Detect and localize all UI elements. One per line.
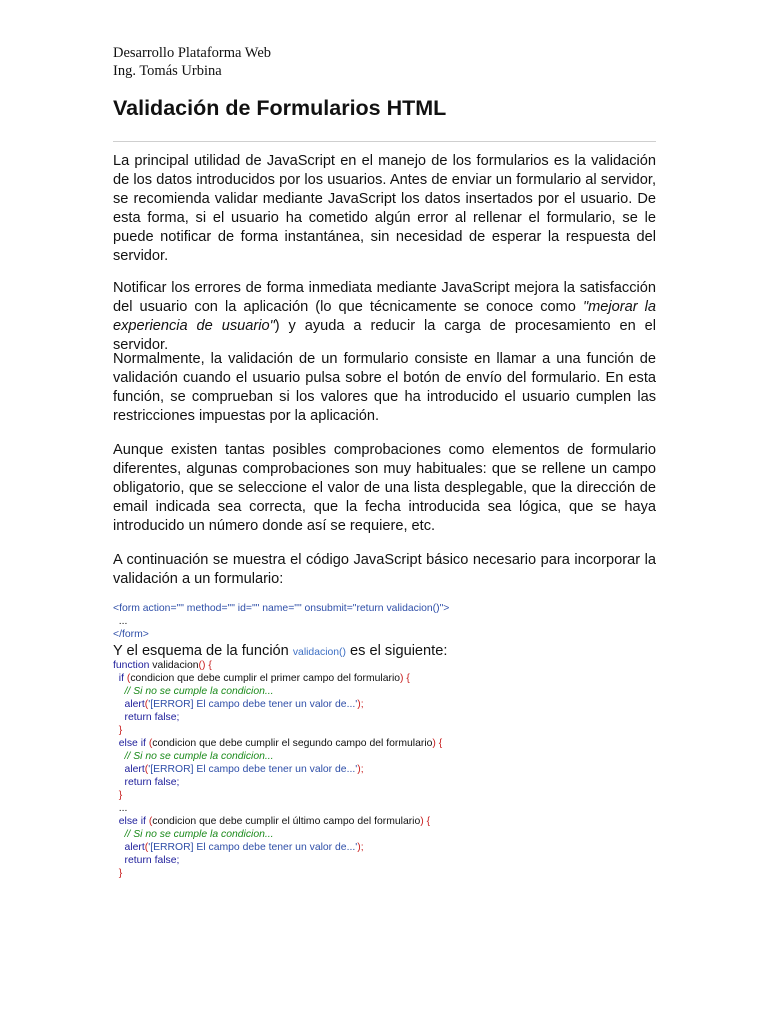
code-text: condicion que debe cumplir el segundo campo del formulario	[152, 738, 433, 749]
code-punct: );	[357, 764, 364, 775]
code-text: condicion que debe cumplir el último campo del formulario	[152, 816, 421, 827]
code-text: validacion	[149, 660, 199, 671]
code-punct: (	[144, 764, 149, 775]
code-punct: (	[144, 842, 149, 853]
title-divider	[113, 141, 656, 142]
code-line	[113, 698, 673, 711]
code-keyword: alert	[113, 699, 145, 710]
code-line	[113, 737, 673, 750]
paragraph-2-emphasis: "mejorar la experiencia de usuario"	[113, 299, 657, 334]
code-keyword: else if	[113, 816, 149, 827]
code-punct: );	[357, 842, 364, 853]
code-comment: // Si no se cumple la condicion...	[113, 751, 274, 762]
code-line: }	[113, 725, 123, 736]
course-name: Desarrollo Plataforma Web	[113, 45, 272, 61]
code-line	[113, 659, 673, 672]
code-line: </form>	[113, 629, 149, 640]
code-punct: (	[144, 699, 149, 710]
paragraph-1: La principal utilidad de JavaScript en el manejo de los formularios es la validación de los datos introducidos por los usuarios. Antes de enviar un formulario al servidor, se recomienda validar mediante JavaScript los datos insertados por el usuario. De esta forma, si el usuario ha cometido algún error al rellenar el formulario, se le puede notificar de forma instantánea, sin necesidad de esperar la respuesta del servidor.	[113, 153, 656, 264]
code-line: return false;	[113, 777, 180, 788]
code-string: '[ERROR] El campo debe tener un valor de...'	[148, 699, 358, 710]
function-code-block	[113, 659, 673, 880]
schema-intro-text: Y el esquema de la función	[113, 643, 293, 659]
code-comment: // Si no se cumple la condicion...	[113, 829, 274, 840]
code-comment: // Si no se cumple la condicion...	[113, 686, 274, 697]
code-line	[113, 841, 673, 854]
document-header	[113, 44, 271, 80]
code-punct: ) {	[432, 738, 443, 749]
code-punct: ) {	[420, 816, 431, 827]
code-line: }	[113, 790, 123, 801]
instructor-name: Ing. Tomás Urbina	[113, 63, 222, 79]
code-keyword: if	[113, 673, 127, 684]
paragraph-3: Normalmente, la validación de un formulario consiste en llamar a una función de validación cuando el usuario pulsa sobre el botón de envío del formulario. En esta función, se comprueban si los valores que ha introducido el usuario cumplen las restricciones impuestas por la aplicación.	[113, 351, 656, 424]
paragraph-2	[113, 279, 656, 355]
code-line: ...	[113, 803, 128, 814]
paragraph-2-text-b: ) y ayuda a reducir la carga de procesamiento en el servidor.	[113, 318, 656, 353]
code-line	[113, 763, 673, 776]
code-string: '[ERROR] El campo debe tener un valor de...'	[148, 764, 358, 775]
paragraph-4: Aunque existen tantas posibles comprobaciones como elementos de formulario diferentes, algunas comprobaciones son muy habituales: que se rellene un campo obligatorio, que se seleccione el valor de una lista desplegable, que la dirección de email indicada sea correcta, que la fecha introducida sea lógica, que se haya introducido un número donde así se requiere, etc.	[113, 442, 656, 534]
code-punct: ) {	[400, 673, 410, 684]
schema-intro-text-end: es el siguiente:	[345, 643, 448, 659]
code-line: ...	[113, 616, 128, 627]
page-title: Validación de Formularios HTML	[113, 96, 447, 120]
code-keyword: alert	[113, 764, 145, 775]
code-punct: () {	[198, 660, 212, 671]
paragraph-5: A continuación se muestra el código JavaScript básico necesario para incorporar la validación a un formulario:	[113, 552, 656, 587]
code-line	[113, 815, 673, 828]
code-line: return false;	[113, 855, 180, 866]
code-text: condicion que debe cumplir el primer campo del formulario	[130, 673, 401, 684]
code-punct: (	[148, 738, 153, 749]
code-line: <form action="" method="" id="" name="" onsubmit="return validacion()">	[113, 603, 450, 614]
code-keyword: function	[113, 660, 150, 671]
code-string: '[ERROR] El campo debe tener un valor de...'	[148, 842, 358, 853]
code-punct: );	[357, 699, 364, 710]
code-keyword: alert	[113, 842, 145, 853]
code-line: }	[113, 868, 123, 879]
code-keyword: else if	[113, 738, 149, 749]
code-punct: (	[126, 673, 131, 684]
form-code-block	[113, 602, 673, 641]
paragraph-2-text-a: Notificar los errores de forma inmediata mediante JavaScript mejora la satisfacción del usuario con la aplicación (lo que técnicamente se conoce como	[113, 280, 656, 315]
code-punct: (	[148, 816, 153, 827]
code-line	[113, 672, 673, 685]
code-line: return false;	[113, 712, 180, 723]
function-name: validacion()	[292, 647, 346, 658]
